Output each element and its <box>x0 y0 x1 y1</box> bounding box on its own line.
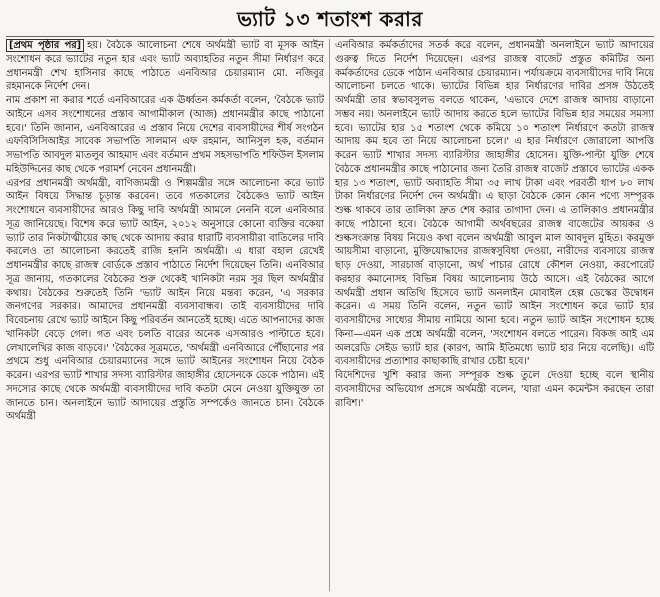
paragraph: নাম প্রকাশ না করার শর্তে এনবিআরের এক ঊর্ধ্বতন কর্মকর্তা বলেন, 'বৈঠকে ভ্যাট আইনে এসব সংশোধনের প্রস্তাব আগামীকাল (আজ) প্রধানমন্ত্রীর কাছে পাঠানো হবে।' তিনি জানান, এনবিআরের এ প্রস্তাব নিয়ে দেশের ব্যবসায়ীদের শীর্ষ সংগঠন এফবিসিসিআইর সাবেক সভাপতি সালমান এফ রহমান, আনিসুল হক, বর্তমান সভাপতি আবদুল মাতলুব আহমাদ এবং বর্তমান প্রথম সহসভাপতি শফিউল ইসলাম মহিউদ্দিনের কাছ থেকে পরামর্শ নেবেন প্রধানমন্ত্রী। <box>6 95 324 175</box>
headline-rule <box>6 36 654 37</box>
headline: ভ্যাট ১৩ শতাংশ করার <box>237 6 423 31</box>
paragraph: এনবিআর কর্মকর্তাদের সতর্ক করে বলেন, প্রধানমন্ত্রী অনলাইনে ভ্যাট আদায়ের গুরুত্ব দিতে নির্দেশ দিয়েছেন। এরপর রাজস্ব বাজেট প্রস্তুত কমিটির অন্য কর্মকর্তাদের ডেকে পাঠান এনবিআর চেয়ারম্যান। পর্যায়ক্রমে ব্যবসায়ীদের দাবি নিয়ে আলোচনা চলতে থাকে। ভ্যাটের বিভিন্ন হার নির্ধারণের দাবির প্রসঙ্গ উঠতেই অর্থমন্ত্রী তার স্বভাবসুলভ বলতে থাকেন, 'এভাবে দেশে রাজস্ব আদায় বাড়ানো সম্ভব নয়। অনলাইনে ভ্যাট আদায় করতে হলে ভ্যাটের বিভিন্ন হার সময়ের সমস্যা হবে। ভ্যাটের হার ১৫ শতাংশ থেকে কমিয়ে ১০ শতাংশ নির্ধারণে কতটা রাজস্ব আদায় কম হবে তা নিয়ে আলোচনা চলে।' এ হার নির্ধারণে জোরালো আপত্তি করেন ভ্যাট শাখার সদস্য ব্যারিস্টার জাহাঙ্গীর হোসেন। যুক্তি-পাল্টা যুক্তি শেষে বৈঠকে প্রধানমন্ত্রীর কাছে পাঠানোর জন্য তৈরি রাজস্ব বাজেট প্রস্তাবে ভ্যাটের একক হার ১৩ শতাংশ, ভ্যাট অব্যাহতি সীমা ৩৫ লাখ টাকা এবং পরবর্তী ধাপ ৮০ লাখ টাকা নির্ধারণের নির্দেশ দেন অর্থমন্ত্রী। এ ছাড়া বৈঠকে কোন কোন পণ্যে সম্পূরক শুল্ক থাকবে তার তালিকা দ্রুত শেষ করার তাগাদা দেন। এ তালিকাও প্রধানমন্ত্রীর কাছে পাঠানো হবে। বৈঠকে আগামী অর্থবছরের রাজস্ব বাজেটের আয়কর ও শুল্কসংক্রান্ত বিষয় নিয়েও কথা বলেন অর্থমন্ত্রী আবুল মাল আবদুল মুহিত। করমুক্ত আয়সীমা বাড়ানো, মুক্তিযোদ্ধাদের রাজস্বসুবিধা দেওয়া, নারীদের ব্যবসায়ে রাজস্ব ছাড় দেওয়া, সারচার্জ বাড়ানো, অর্থ পাচার রোধে কৌশল নেওয়া, করপোরেট করহার কমানোসহ বিভিন্ন বিষয় আলোচনায় উঠে আসে। এই বৈঠকের আগে অর্থমন্ত্রী প্রধান অতিথি হিসেবে ভ্যাট অনলাইন মোবাইল হেল্প ডেস্কের উদ্বোধন করেন। এ সময় তিনি বলেন, নতুন ভ্যাট আইন সংশোধন করে ভ্যাট হার ব্যবসায়ীদের সাধ্যের সীমায় নামিয়ে আনা হবে। নতুন ভ্যাট আইন সংশোধন হচ্ছে কিনা—এমন এক প্রশ্নে অর্থমন্ত্রী বলেন, 'সংশোধন বলতে পারেন। বিকজ আই এম অলরেডি সেইড ভ্যাট হার (কারণ, আমি ইতিমধ্যে ভ্যাট হার নিয়ে বলেছি)। এটি ব্যবসায়ীদের প্রত্যাশার কাছাকাছি রাখার চেষ্টা হবে।' <box>335 40 654 368</box>
left-column <box>6 39 324 591</box>
continuation-label-text: প্রথম পৃষ্ঠার পর <box>13 40 77 51</box>
headline-bar <box>0 6 660 36</box>
right-column <box>335 39 654 591</box>
paragraph-text: হয়। বৈঠকে আলোচনা শেষে অর্থমন্ত্রী ভ্যাট বা মূসক আইন সংশোধন করে ভ্যাটের নতুন হার এবং ভ্যাট অব্যাহতির নতুন সীমা নির্ধারণ করে প্রধানমন্ত্রী শেখ হাসিনার কাছে পাঠাতে এনবিআর চেয়ারম্যান মো. নজিবুর রহমানকে নির্দেশ দেন। <box>6 40 324 93</box>
paragraph <box>6 39 324 94</box>
continuation-label: [প্রথম পৃষ্ঠার পর] <box>6 39 84 52</box>
paragraph: এরপর প্রধানমন্ত্রী অর্থমন্ত্রী, বাণিজ্যমন্ত্রী ও শিল্পমন্ত্রীর সঙ্গে আলোচনা করে ভ্যাট আইন বিষয়ে সিদ্ধান্ত চূড়ান্ত করবেন। তবে গতকালের বৈঠকেও ভ্যাট আইন সংশোধনে ব্যবসায়ীদের আরও কিছু দাবি অর্থমন্ত্রী আমলে নেননি বলে এনবিআর সূত্র জানিয়েছে। বিশেষ করে ভ্যাট আইন, ২০১২ অনুসারে কোনো ব্যক্তির বকেয়া ভ্যাট তার নিকটাত্মীয়ের কাছ থেকে আদায় করার ধারাটি ব্যবসায়ীরা বাতিলের দাবি করলেও তা আলোচনা করতেই রাজি হননি অর্থমন্ত্রী। এ ধারা বহাল রেখেই প্রধানমন্ত্রীর কাছে রাজস্ব বোর্ডকে প্রস্তাব পাঠাতে নির্দেশ দিয়েছেন তিনি। এনবিআর সূত্র জানায়, গতকালের বৈঠকের শুরু থেকেই খানিকটা নরম সুর ছিল অর্থমন্ত্রীর কথায়। বৈঠকের শুরুতেই তিনি 'ভ্যাট আইন নিয়ে মন্তব্য করেন, 'এ সরকার জনগণের সরকার। আমাদের প্রধানমন্ত্রী ব্যবসাবান্ধব। তাই ব্যবসায়ীদের দাবি বিবেচনায় রেখে ভ্যাট আইনে কিছু পরিবর্তন আনতেই হচ্ছে। এতে আপনাদের কাজ খানিকটা বেড়ে গেল। গত এবং চলতি বারের অনেক এসআরও পাল্টাতে হবে। লেখালেখির কাজ বাড়বে।' 'বৈঠকের সূত্রমতে, 'অর্থমন্ত্রী এনবিআরে পৌঁছানোর পর প্রথমে শুধু এনবিআর চেয়ারম্যানের সঙ্গে ভ্যাট আইনের সংশোধন নিয়ে বৈঠক করেন। এরপর ভ্যাট শাখার সদস্য ব্যারিস্টার জাহাঙ্গীর হোসেনকে ডেকে পাঠান। এই সদস্যের কাছে থেকে অর্থমন্ত্রী ব্যবসায়ীদের দাবি কতটা মেনে নেওয়া যুক্তিযুক্ত তা জানতে চান। অনলাইনে ভ্যাট আদায়ের প্রস্তুতি সম্পর্কেও জানতে চান। বৈঠকে অর্থমন্ত্রী <box>6 177 324 423</box>
column-divider <box>329 39 330 591</box>
paragraph: বিদেশিদের খুশি করার জন্য সম্পূরক শুল্ক তুলে দেওয়া হচ্ছে বলে স্থানীয় ব্যবসায়ীদের অভিযোগ প্রসঙ্গে অর্থমন্ত্রী বলেন, 'যারা এমন কমেন্টস করছেন তারা রাবিশ।' <box>335 370 654 409</box>
